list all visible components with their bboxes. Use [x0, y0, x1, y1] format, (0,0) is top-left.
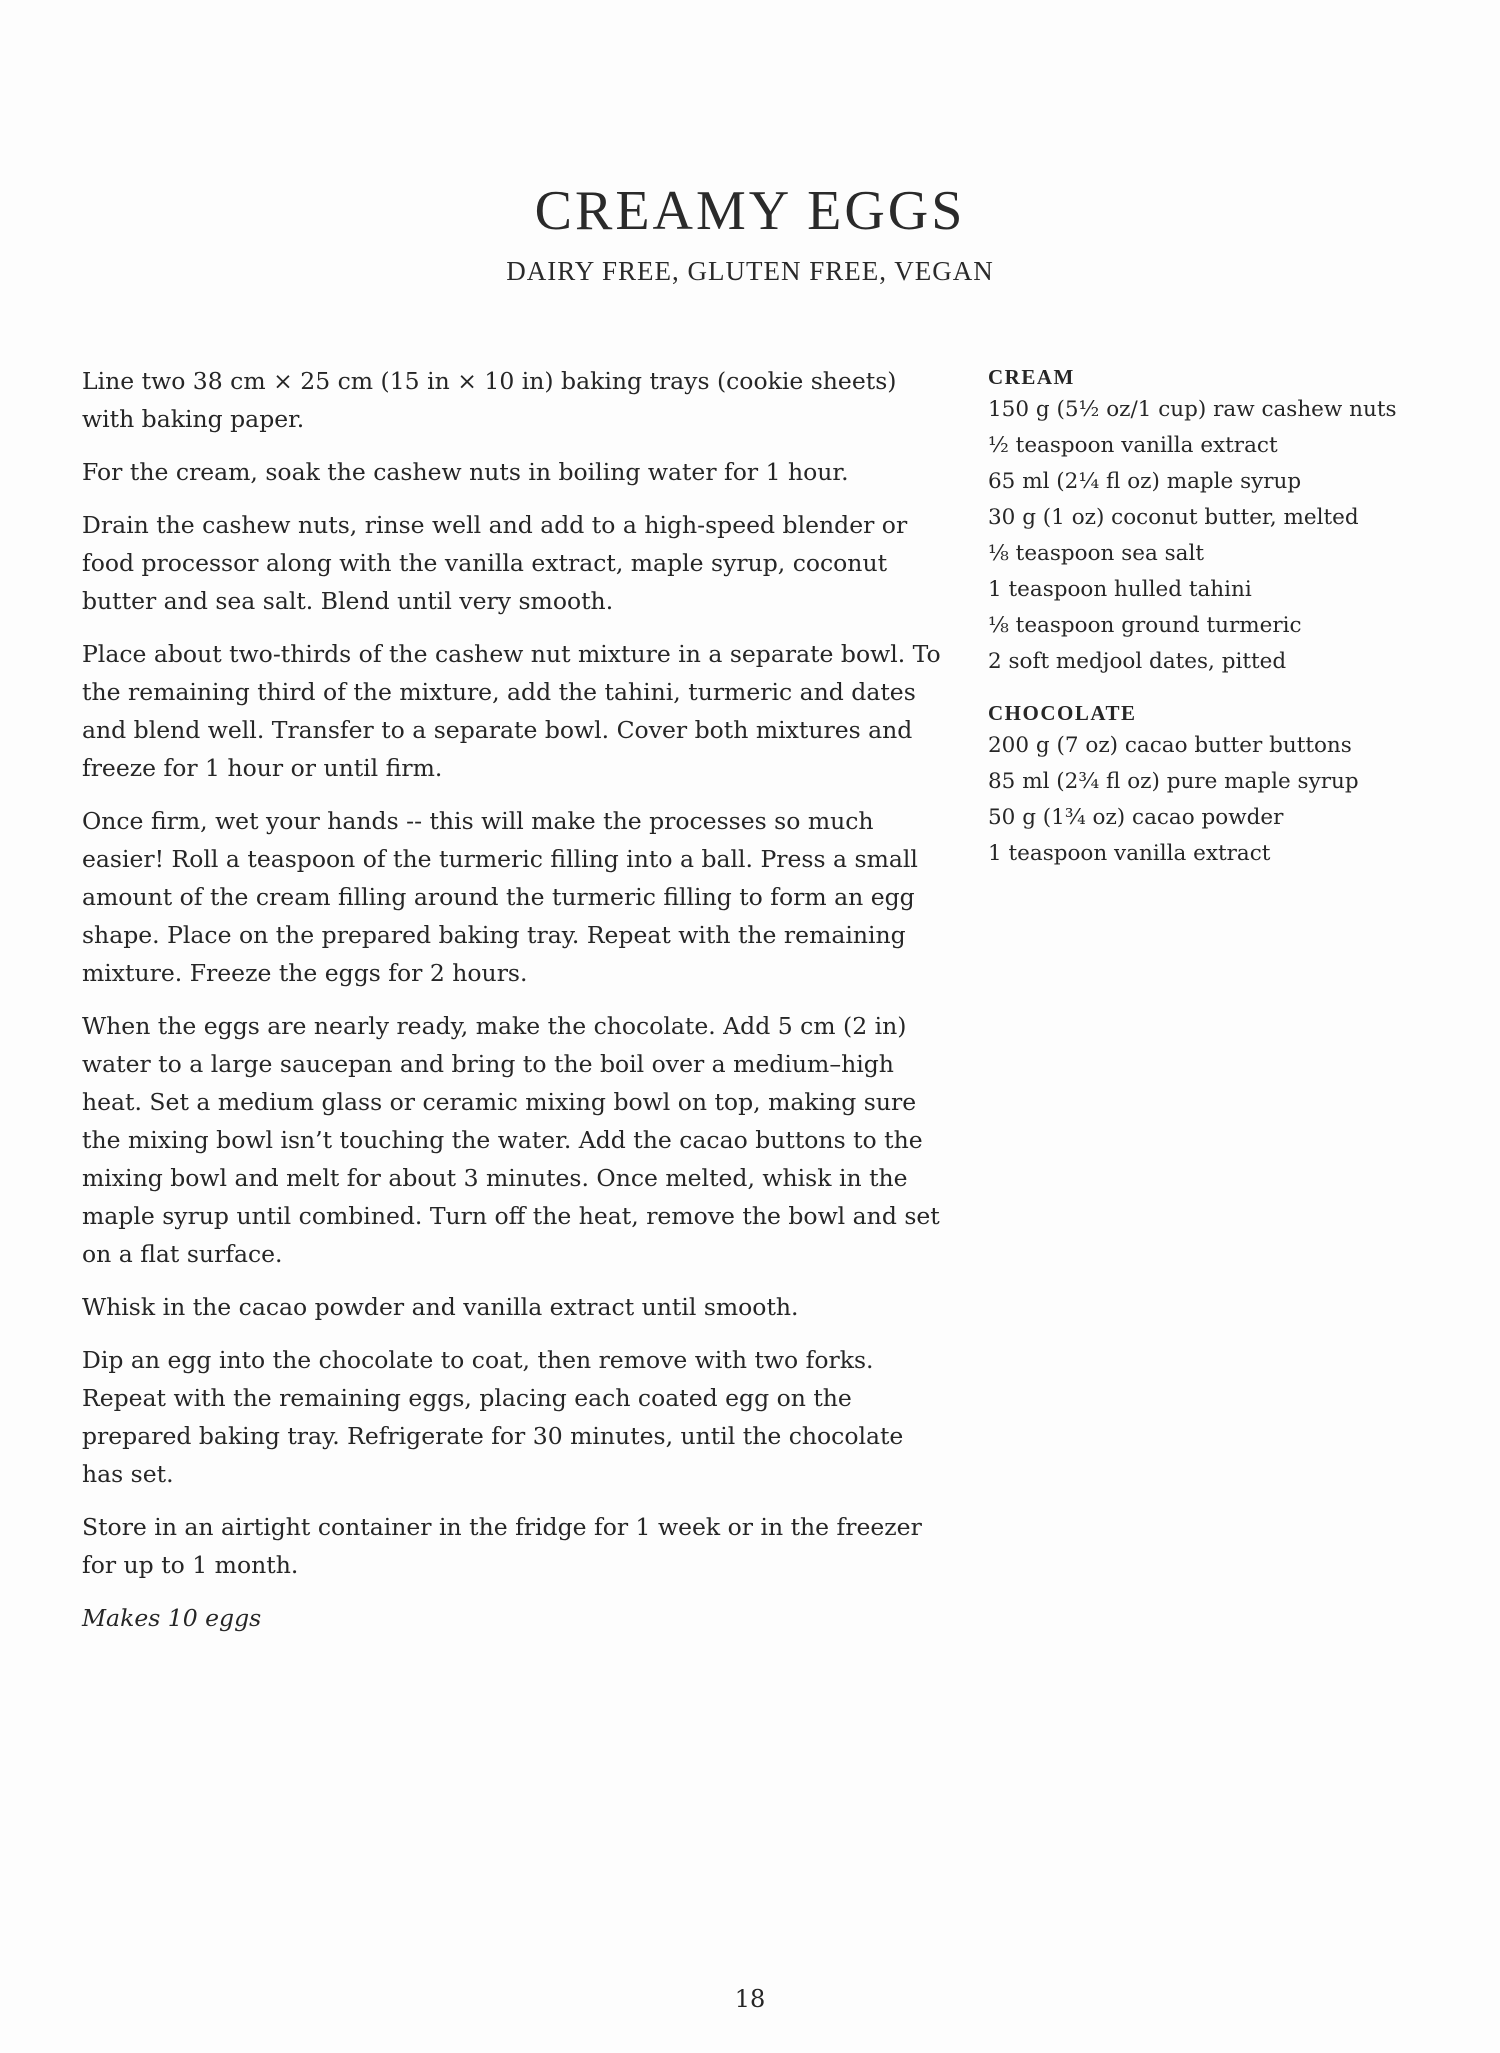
ingredient-item: ⅛ teaspoon ground turmeric	[988, 613, 1302, 638]
method-step: Store in an airtight container in the fridge for 1 week or in the freezer for up to 1 month.	[82, 1513, 922, 1579]
ingredient-heading: CREAM	[988, 365, 1075, 389]
method-step: Whisk in the cacao powder and vanilla extract until smooth.	[82, 1293, 799, 1321]
method-step: Line two 38 cm × 25 cm (15 in × 10 in) baking trays (cookie sheets) with baking paper.	[82, 367, 897, 433]
ingredient-heading: CHOCOLATE	[988, 701, 1137, 725]
ingredient-item: 50 g (1¾ oz) cacao powder	[988, 805, 1284, 830]
method-step: For the cream, soak the cashew nuts in boiling water for 1 hour.	[82, 458, 849, 486]
ingredient-item: ½ teaspoon vanilla extract	[988, 433, 1278, 458]
ingredient-group-chocolate	[988, 698, 1438, 872]
ingredient-item: 65 ml (2¼ fl oz) maple syrup	[988, 469, 1302, 494]
ingredient-list	[988, 392, 1438, 680]
ingredient-item: 1 teaspoon hulled tahini	[988, 577, 1252, 602]
ingredient-item: 150 g (5½ oz/1 cup) raw cashew nuts	[988, 397, 1397, 422]
method-step: Place about two-thirds of the cashew nut mixture in a separate bowl. To the remaining third of the mixture, add the tahini, turmeric and dates and blend well. Transfer to a separate bowl. Cover both mixtures and freeze for 1 hour or until firm.	[82, 640, 941, 782]
ingredient-list	[988, 728, 1438, 872]
ingredient-item: 30 g (1 oz) coconut butter, melted	[988, 505, 1359, 530]
method-step: Once firm, wet your hands -- this will make the processes so much easier! Roll a teaspoon of the turmeric filling into a ball. Press a small amount of the cream filling around the turmeric filling to form an egg shape. Place on the prepared baking tray. Repeat with the remaining mixture. Freeze the eggs for 2 hours.	[82, 807, 918, 987]
ingredient-group-cream	[988, 362, 1438, 680]
ingredient-item: 85 ml (2¾ fl oz) pure maple syrup	[988, 769, 1359, 794]
method-step: Drain the cashew nuts, rinse well and add to a high-speed blender or food processor along with the vanilla extract, maple syrup, coconut butter and sea salt. Blend until very smooth.	[82, 511, 908, 615]
recipe-title: CREAMY EGGS	[534, 180, 966, 242]
method-step: Dip an egg into the chocolate to coat, then remove with two forks. Repeat with the remaining eggs, placing each coated egg on the prepared baking tray. Refrigerate for 30 minutes, until the chocolate has set.	[82, 1346, 904, 1488]
recipe-dietary-tags: DAIRY FREE, GLUTEN FREE, VEGAN	[506, 256, 994, 286]
ingredients-column	[988, 362, 1438, 890]
page-number: 18	[734, 1985, 766, 2013]
method-column	[82, 362, 942, 1652]
ingredient-item: ⅛ teaspoon sea salt	[988, 541, 1204, 566]
recipe-yield: Makes 10 eggs	[82, 1604, 262, 1632]
ingredient-item: 200 g (7 oz) cacao butter buttons	[988, 733, 1352, 758]
ingredient-item: 1 teaspoon vanilla extract	[988, 841, 1271, 866]
ingredient-item: 2 soft medjool dates, pitted	[988, 649, 1287, 674]
method-step: When the eggs are nearly ready, make the chocolate. Add 5 cm (2 in) water to a large saucepan and bring to the boil over a medium–high heat. Set a medium glass or ceramic mixing bowl on top, making sure the mixing bowl isn’t touching the water. Add the cacao buttons to the mixing bowl and melt for about 3 minutes. Once melted, whisk in the maple syrup until combined. Turn off the heat, remove the bowl and set on a flat surface.	[82, 1012, 940, 1268]
